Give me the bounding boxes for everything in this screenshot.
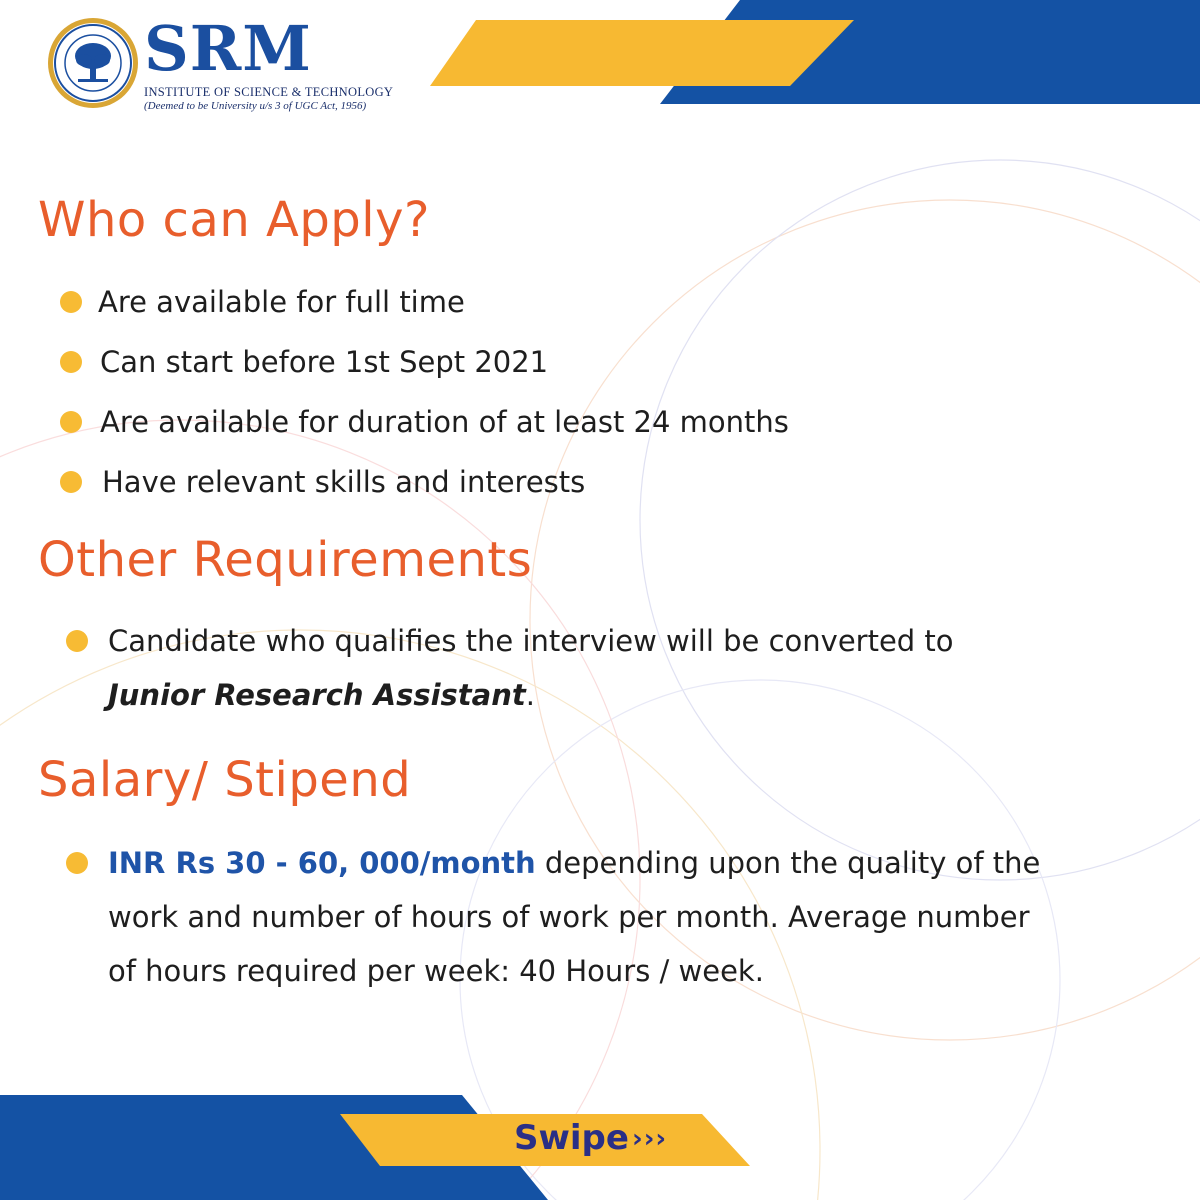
salary-line-2: work and number of hours of work per month. Average number	[108, 900, 1030, 934]
logo-wordmark	[144, 12, 394, 112]
bullet-icon	[60, 291, 82, 313]
bullet-icon	[60, 351, 82, 373]
bullet-icon	[66, 630, 88, 652]
apply-item-3: Are available for duration of at least 24 months	[100, 405, 789, 439]
requirements-line-1: Candidate who qualifies the interview will be converted to	[108, 624, 954, 658]
swipe-arrows-icon[interactable]: ›››	[632, 1124, 668, 1154]
salary-amount: INR Rs 30 - 60, 000/month	[108, 846, 536, 880]
apply-item-4: Have relevant skills and interests	[102, 465, 586, 499]
apply-heading: Who can Apply?	[38, 192, 430, 248]
requirements-tail: .	[525, 678, 535, 712]
logo-title: SRM	[144, 12, 312, 85]
bullet-icon	[60, 471, 82, 493]
top-yellow-band	[430, 20, 854, 86]
requirements-heading: Other Requirements	[38, 532, 533, 588]
bullet-icon	[60, 411, 82, 433]
salary-heading: Salary/ Stipend	[38, 752, 412, 808]
logo-institute: INSTITUTE OF SCIENCE & TECHNOLOGY	[144, 85, 394, 99]
salary-line-1-rest: depending upon the quality of the	[535, 846, 1041, 880]
requirements-role: Junior Research Assistant	[108, 678, 526, 712]
salary-line-3: of hours required per week: 40 Hours / week.	[108, 954, 764, 988]
requirements-line-2	[108, 668, 535, 722]
apply-item-1: Are available for full time	[98, 285, 465, 319]
apply-item-2: Can start before 1st Sept 2021	[100, 345, 549, 379]
swipe-label[interactable]: Swipe	[514, 1118, 629, 1158]
salary-line-1	[108, 836, 1040, 890]
logo-deemed: (Deemed to be University u/s 3 of UGC Act, 1956)	[144, 100, 367, 112]
srm-logo	[46, 12, 394, 124]
university-seal-icon	[46, 16, 140, 110]
bullet-icon	[66, 852, 88, 874]
